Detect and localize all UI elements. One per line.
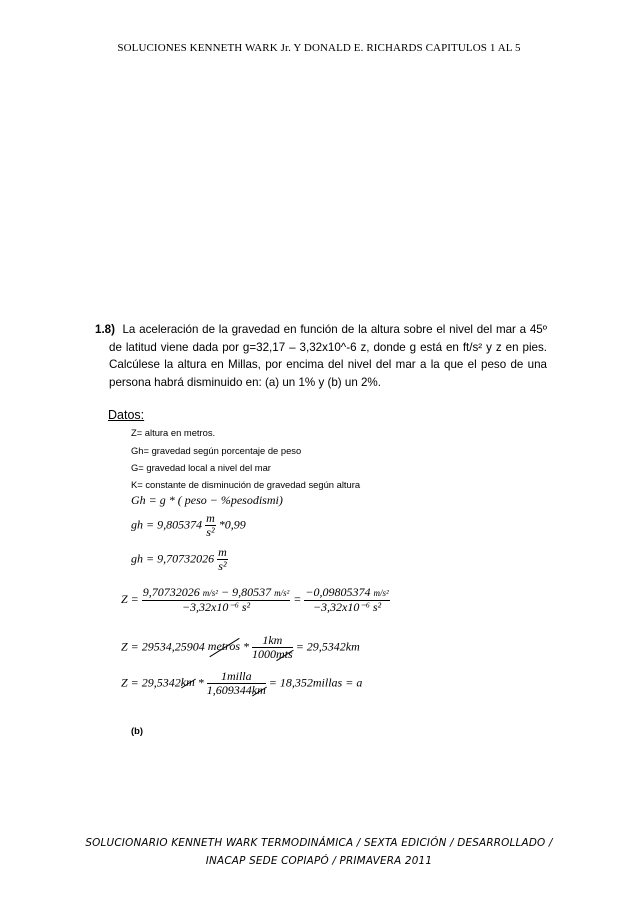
equation-gh-value: gh = 9,805374 $\frac{m}{\text{s²}}$ *0,99 [131,511,246,539]
datos-title: Datos: [108,408,145,422]
equation-gh-result: gh = 9,70732026 $\frac{m}{\text{s²}}$ [131,545,227,573]
definition-k: K= constante de disminución de gravedad según altura [131,479,361,490]
footer-line-1: SOLUCIONARIO KENNETH WARK TERMODINÁMICA / SEXTA EDICIÓN / DESARROLLADO / [85,837,553,849]
page-footer [0,834,638,870]
problem-number: 1.8) [95,323,115,336]
definition-gh: Gh= gravedad según porcentaje de peso [131,445,302,456]
equation-z-millas: Z = 29,5342km * $\frac{\text{1milla}}{1,609344km}$ = 18,352millas = a [121,669,363,697]
part-b-label: (b) [131,725,143,736]
equation-z-fraction: Z = $\frac{\text{9,70732026 m/s² − 9,80537 m/s²}}{\text{−3,32x10⁻⁶ s²}}$ = $\frac{\text{−0,09805374 m/s²}}{\text{−3,32x10⁻⁶ s²}}$ [121,585,389,614]
problem-text: La aceleración de la gravedad en función de la altura sobre el nivel del mar a 45º de latitud viene dada por g=32,17 – 3,32x10^-6 z, donde g está en ft/s² y z en pies. Calcúlese la altura en Millas, por encima del nivel del mar a la que el peso de una persona habrá disminuido en: (a) un 1% y (b) un 2%. [109,323,547,389]
definition-z: Z= altura en metros. [131,427,216,438]
equation-gh-formula: Gh = g * ( peso − %pesodismi) [131,493,283,507]
definition-g: G= gravedad local a nivel del mar [131,462,271,473]
page-header: SOLUCIONES KENNETH WARK Jr. Y DONALD E. RICHARDS CAPITULOS 1 AL 5 [117,42,521,54]
footer-line-2: INACAP SEDE COPIAPÓ / PRIMAVERA 2011 [205,855,433,867]
equation-z-km: Z = 29534,25904 metros * $\frac{1km}{\text{1000mts}}$ = 29,5342km [121,633,360,661]
problem-statement [95,321,547,391]
